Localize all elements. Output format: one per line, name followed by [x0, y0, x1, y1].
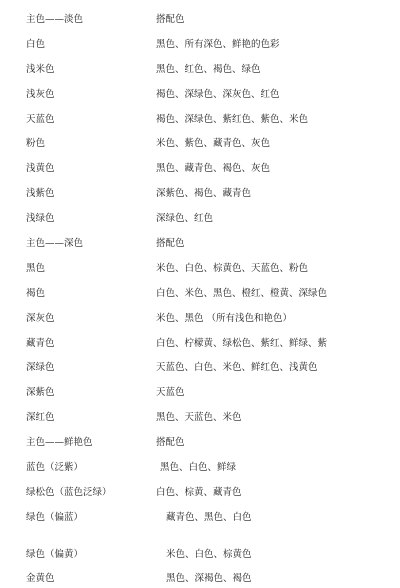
- main-color-cell: 粉色: [26, 138, 46, 149]
- matching-color-cell: 黑色、天蓝色、米色: [156, 412, 242, 423]
- matching-color-cell: 白色、棕黄、藏青色: [156, 487, 242, 498]
- main-color-cell: 天蓝色: [26, 114, 55, 125]
- table-row: [0, 570, 400, 588]
- table-row: [0, 111, 400, 129]
- table-row: [0, 546, 400, 564]
- main-color-cell: 浅绿色: [26, 213, 55, 224]
- table-row: [0, 484, 400, 502]
- table-row: [0, 260, 400, 278]
- main-color-cell: 蓝色（泛紫）: [26, 462, 84, 473]
- main-color-cell: 黑色: [26, 263, 46, 274]
- matching-color-cell: 搭配色: [156, 437, 185, 448]
- table-row: [0, 359, 400, 377]
- table-row: [0, 61, 400, 79]
- main-color-cell: 主色——深色: [26, 238, 84, 249]
- main-color-cell: 深紫色: [26, 387, 55, 398]
- main-color-cell: 浅灰色: [26, 89, 55, 100]
- main-color-cell: 浅黄色: [26, 163, 55, 174]
- matching-color-cell: 白色、米色、黑色、橙红、橙黄、深绿色: [156, 288, 328, 299]
- matching-color-cell: 深绿色、红色: [156, 213, 214, 224]
- main-color-cell: 绿色（偏黄）: [26, 549, 84, 560]
- matching-color-cell: 米色、白色、棕黄色、天蓝色、粉色: [156, 263, 309, 274]
- main-color-cell: 藏青色: [26, 338, 55, 349]
- table-row: [0, 135, 400, 153]
- table-row: [0, 210, 400, 228]
- table-row: [0, 335, 400, 353]
- matching-color-cell: 黑色、藏青色、褐色、灰色: [156, 163, 271, 174]
- table-row: [0, 459, 400, 477]
- main-color-cell: 深绿色: [26, 362, 55, 373]
- table-row: [0, 86, 400, 104]
- matching-color-cell: 搭配色: [156, 14, 185, 25]
- section-header-row: [0, 235, 400, 253]
- table-row: [0, 310, 400, 328]
- matching-color-cell: 天蓝色: [156, 387, 185, 398]
- matching-color-cell: 米色、紫色、藏青色、灰色: [156, 138, 271, 149]
- matching-color-cell: 天蓝色、白色、米色、鲜红色、浅黄色: [156, 362, 318, 373]
- matching-color-cell: 米色、黑色 （所有浅色和艳色）: [156, 313, 293, 324]
- main-color-cell: 绿松色（蓝色泛绿）: [26, 487, 112, 498]
- main-color-cell: 主色——淡色: [26, 14, 84, 25]
- table-row: [0, 36, 400, 54]
- table-row: [0, 409, 400, 427]
- main-color-cell: 深灰色: [26, 313, 55, 324]
- matching-color-cell: 黑色、红色、褐色、绿色: [156, 64, 261, 75]
- matching-color-cell: 搭配色: [156, 238, 185, 249]
- matching-color-cell: 深紫色、褐色、藏青色: [156, 188, 252, 199]
- table-row: [0, 185, 400, 203]
- main-color-cell: 白色: [26, 39, 46, 50]
- main-color-cell: 深红色: [26, 412, 55, 423]
- matching-color-cell: 黑色、深褐色、褐色: [166, 573, 252, 584]
- matching-color-cell: 藏青色、黑色、白色: [166, 512, 252, 523]
- section-header-row: [0, 434, 400, 452]
- table-row: [0, 384, 400, 402]
- matching-color-cell: 褐色、深绿色、深灰色、红色: [156, 89, 280, 100]
- table-row: [0, 11, 400, 29]
- main-color-cell: 浅米色: [26, 64, 55, 75]
- table-row: [0, 285, 400, 303]
- table-row: [0, 509, 400, 527]
- main-color-cell: 褐色: [26, 288, 46, 299]
- matching-color-cell: 黑色、所有深色、鲜艳的色彩: [156, 39, 280, 50]
- main-color-cell: 绿色（偏蓝）: [26, 512, 84, 523]
- main-color-cell: 浅紫色: [26, 188, 55, 199]
- main-color-cell: 金黄色: [26, 573, 55, 584]
- matching-color-cell: 黑色、白色、鲜绿: [160, 462, 237, 473]
- matching-color-cell: 褐色、深绿色、紫红色、紫色、米色: [156, 114, 309, 125]
- matching-color-cell: 白色、柠檬黄、绿松色、紫红、鲜绿、紫: [156, 338, 328, 349]
- main-color-cell: 主色——鲜艳色: [26, 437, 93, 448]
- table-row: [0, 160, 400, 178]
- matching-color-cell: 米色、白色、棕黄色: [166, 549, 252, 560]
